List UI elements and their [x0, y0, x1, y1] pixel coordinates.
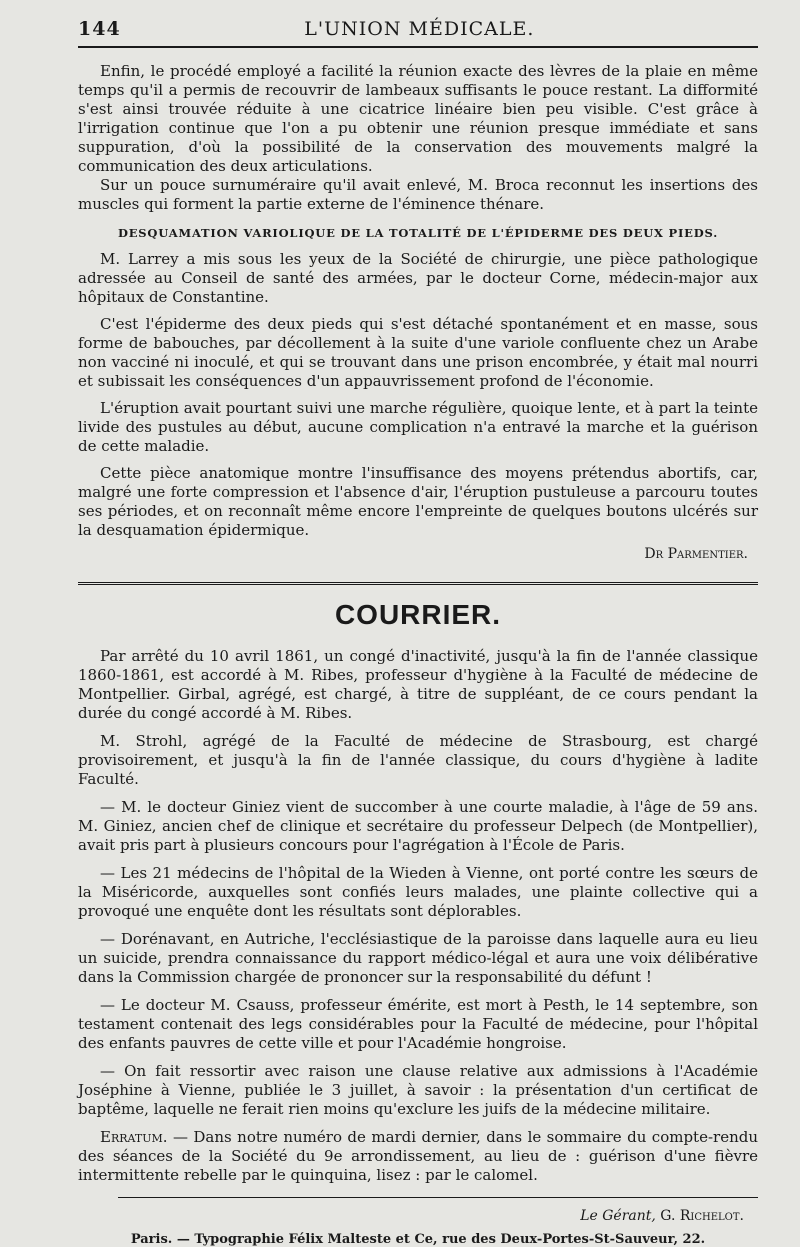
article-paragraph: M. Larrey a mis sous les yeux de la Société de chirurgie, une pièce pathologique adressée au Conseil de santé des armées, par le docteur Corne, médecin-major aux hôpitaux de Constantine.: [78, 250, 758, 306]
article-paragraph: C'est l'épiderme des deux pieds qui s'est détaché spontanément et en masse, sous forme de babouches, par décollement à la suite d'une variole confluente chez un Arabe non vacciné ni inoculé, et qui se trouvant dans une prison encombrée, y était mal nourri et subissait les conséquences d'un appauvrissement profond de l'économie.: [78, 315, 758, 390]
article-paragraph: L'éruption avait pourtant suivi une marche régulière, quoique lente, et à part la teinte livide des pustules au début, aucune complication n'a entravé la marche et la guérison de cette maladie.: [78, 399, 758, 455]
news-item: — M. le docteur Giniez vient de succomber à une courte maladie, à l'âge de 59 ans. M. Giniez, ancien chef de clinique et secrétaire du professeur Delpech (de Montpellier), avait pris part à plusieurs concours pour l'agrégation à l'École de Paris.: [78, 798, 758, 854]
news-item: — Le docteur M. Csauss, professeur émérite, est mort à Pesth, le 14 septembre, son testament contenait des legs considérables pour la Faculté de médecine, pour l'hôpital des enfants pauvres de cette ville et pour l'Académie hongroise.: [78, 996, 758, 1052]
article-paragraph: Enfin, le procédé employé a facilité la réunion exacte des lèvres de la plaie en même temps qu'il a permis de recouvrir de lambeaux suffisants le pouce restant. La difformité s'est ainsi trouvée réduite à une cicatrice linéaire bien peu visible. C'est grâce à l'irrigation continue que l'on a pu obtenir une réunion presque immédiate et sans suppuration, d'où la possibilité de la conservation des mouvements malgré la communication des deux articulations.: [78, 62, 758, 175]
erratum-label: Erratum.: [100, 1128, 168, 1146]
section-divider: [78, 582, 758, 585]
news-item: Par arrêté du 10 avril 1861, un congé d'inactivité, jusqu'à la fin de l'année classique 1860-1861, est accordé à M. Ribes, professeur d'hygiène à la Faculté de médecine de Montpellier. Girbal, agrégé, est chargé, à titre de suppléant, de ce cours pendant la durée du congé accordé à M. Ribes.: [78, 647, 758, 722]
footer-divider: [118, 1197, 758, 1198]
news-item: — Dorénavant, en Autriche, l'ecclésiastique de la paroisse dans laquelle aura eu lieu un suicide, prendra connaissance du rapport médico-légal et aura une voix délibérative dans la Commission chargée de prononcer sur la responsabilité du défunt !: [78, 930, 758, 986]
section-title: DESQUAMATION VARIOLIQUE DE LA TOTALITÉ DE L'ÉPIDERME DES DEUX PIEDS.: [117, 226, 719, 240]
gerant-label: Le Gérant,: [580, 1208, 656, 1224]
courrier-heading: COURRIER.: [334, 599, 502, 630]
gerant-signature: [78, 1208, 758, 1224]
page-number: 144: [78, 18, 121, 40]
erratum: [78, 1128, 758, 1185]
author-signature: Dr Parmentier.: [644, 546, 748, 562]
page-header: [78, 18, 758, 48]
news-item: — On fait ressortir avec raison une clause relative aux admissions à l'Académie Joséphine à Vienne, publiée le 3 juillet, à savoir : la présentation d'un certificat de baptême, laquelle ne ferait rien moins qu'exclure les juifs de la médecine militaire.: [78, 1062, 758, 1118]
printer-imprint: Paris. — Typographie Félix Malteste et Ce, rue des Deux-Portes-St-Sauveur, 22.: [130, 1232, 706, 1247]
news-item: M. Strohl, agrégé de la Faculté de médecine de Strasbourg, est chargé provisoirement, et jusqu'à la fin de l'année classique, du cours d'hygiène à ladite Faculté.: [78, 732, 758, 788]
journal-title: L'UNION MÉDICALE.: [304, 18, 535, 40]
article-continued: [78, 62, 758, 214]
erratum-text: — Dans notre numéro de mardi dernier, dans le sommaire du compte-rendu des séances de la Société du 9e arrondissement, au lieu de : guérison d'une fièvre intermittente rebelle par le quinquina, lisez : par le calomel.: [78, 1128, 758, 1184]
courrier-news: [78, 647, 758, 1185]
article-paragraph: Cette pièce anatomique montre l'insuffisance des moyens prétendus abortifs, car, malgré une forte compression et l'absence d'air, l'éruption pustuleuse a parcouru toutes ses périodes, et on reconnaît même encore l'empreinte de quelques boutons ulcérés sur la desquamation épidermique.: [78, 464, 758, 539]
gerant-name: G. Richelot.: [660, 1208, 744, 1224]
article-paragraph: Sur un pouce surnuméraire qu'il avait enlevé, M. Broca reconnut les insertions des muscles qui forment la partie externe de l'éminence thénare.: [78, 176, 758, 213]
article-desquamation: [78, 250, 758, 562]
news-item: — Les 21 médecins de l'hôpital de la Wieden à Vienne, ont porté contre les sœurs de la Miséricorde, auxquelles sont confiés leurs malades, une plainte collective qui a provoqué une enquête dont les résultats sont déplorables.: [78, 864, 758, 920]
